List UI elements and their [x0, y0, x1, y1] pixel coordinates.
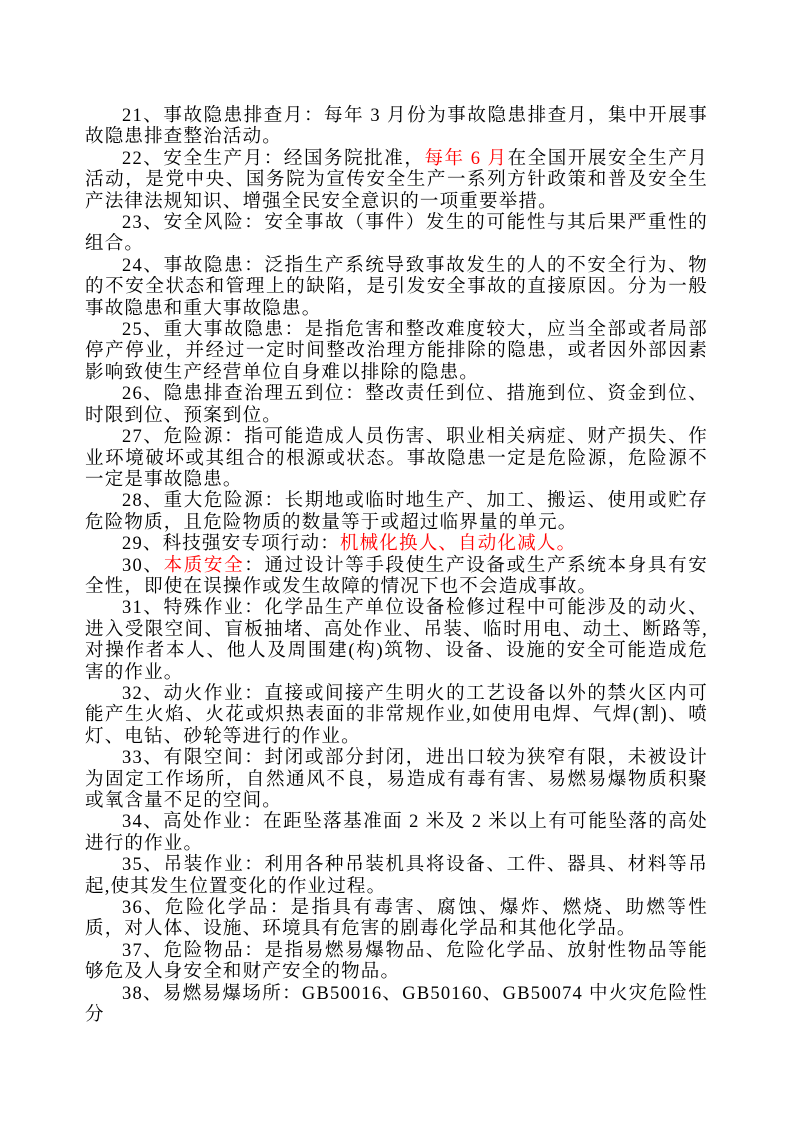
- paragraph-item-25: [85, 320, 708, 384]
- text-run: 36、危险化学品：是指具有毒害、腐蚀、爆炸、燃烧、助燃等性质，对人体、设施、环境具有危害的剧毒化学品和其他化学品。: [85, 898, 708, 940]
- highlighted-text: 每年 6 月: [424, 148, 508, 169]
- paragraph-item-23: [85, 213, 708, 256]
- highlighted-text: 机械化换人、自动化减人。: [339, 534, 577, 555]
- highlighted-text: 本质安全: [163, 555, 245, 576]
- paragraph-item-34: [85, 812, 708, 855]
- text-run: 37、危险物品：是指易燃易爆物品、危险化学品、放射性物品等能够危及人身安全和财产安全的物品。: [85, 940, 708, 983]
- paragraph-item-22: [85, 149, 708, 213]
- text-run: 22、安全生产月：经国务院批准，: [122, 148, 425, 169]
- paragraph-item-32: [85, 684, 708, 748]
- text-run: 28、重大危险源：长期地或临时地生产、加工、搬运、使用或贮存危险物质，且危险物质的数量等于或超过临界量的单元。: [85, 491, 708, 533]
- paragraph-item-36: [85, 898, 708, 941]
- text-run: 在全国开展安全生产月活动，是党中央、国务院为宣传安全生产一系列方针政策和普及安全生产法律法规知识、增强全民安全意识的一项重要举措。: [85, 148, 709, 212]
- text-run: 31、特殊作业：化学品生产单位设备检修过程中可能涉及的动火、进入受限空间、盲板抽堵、高处作业、吊装、临时用电、动土、断路等,对操作者本人、他人及周围建(构)筑物、设备、设施的安全可能造成危害的作业。: [85, 598, 708, 683]
- paragraph-item-35: [85, 855, 708, 898]
- text-run: 27、危险源：指可能造成人员伤害、职业相关病症、财产损失、作业环境破坏或其组合的根源或状态。事故隐患一定是危险源，危险源不一定是事故隐患。: [85, 427, 708, 490]
- paragraph-item-37: [85, 941, 708, 984]
- paragraph-item-38: [85, 984, 708, 1027]
- paragraph-item-29: [85, 534, 708, 555]
- paragraph-item-24: [85, 256, 708, 320]
- paragraph-item-31: [85, 598, 708, 684]
- text-run: 30、: [122, 555, 164, 576]
- paragraph-item-30: [85, 556, 708, 599]
- text-run: ：通过设计等手段使生产设备或生产系统本身具有安全性，即使在误操作或发生故障的情况下也不会造成事故。: [85, 555, 708, 597]
- paragraph-item-33: [85, 748, 708, 812]
- text-run: 24、事故隐患：泛指生产系统导致事故发生的人的不安全行为、物的不安全状态和管理上的缺陷，是引发安全事故的直接原因。分为一般事故隐患和重大事故隐患。: [85, 255, 708, 319]
- text-run: 35、吊装作业：利用各种吊装机具将设备、工件、器具、材料等吊起,使其发生位置变化的作业过程。: [85, 855, 708, 897]
- text-run: 34、高处作业：在距坠落基准面 2 米及 2 米以上有可能坠落的高处进行的作业。: [85, 812, 708, 854]
- text-run: 25、重大事故隐患：是指危害和整改难度较大，应当全部或者局部停产停业，并经过一定时间整改治理方能排除的隐患，或者因外部因素影响致使生产经营单位自身难以排除的隐患。: [85, 320, 708, 383]
- paragraph-item-28: [85, 491, 708, 534]
- paragraph-item-21: [85, 106, 708, 149]
- text-run: 32、动火作业：直接或间接产生明火的工艺设备以外的禁火区内可能产生火焰、火花或炽热表面的非常规作业,如使用电焊、气焊(割)、喷灯、电钻、砂轮等进行的作业。: [85, 683, 708, 747]
- text-run: 23、安全风险：安全事故（事件）发生的可能性与其后果严重性的组合。: [85, 213, 708, 255]
- text-run: 26、隐患排查治理五到位：整改责任到位、措施到位、资金到位、时限到位、预案到位。: [85, 384, 708, 426]
- document-body: [85, 106, 708, 1026]
- text-run: 29、科技强安专项行动：: [122, 534, 340, 555]
- text-run: 38、易燃易爆场所：GB50016、GB50160、GB50074 中火灾危险性分: [85, 983, 708, 1026]
- text-run: 21、事故隐患排查月：每年 3 月份为事故隐患排查月，集中开展事故隐患排查整治活动。: [85, 106, 708, 148]
- text-run: 33、有限空间：封闭或部分封闭，进出口较为狭窄有限，未被设计为固定工作场所，自然通风不良，易造成有毒有害、易燃易爆物质积聚或氧含量不足的空间。: [85, 748, 708, 811]
- paragraph-item-27: [85, 427, 708, 491]
- paragraph-item-26: [85, 384, 708, 427]
